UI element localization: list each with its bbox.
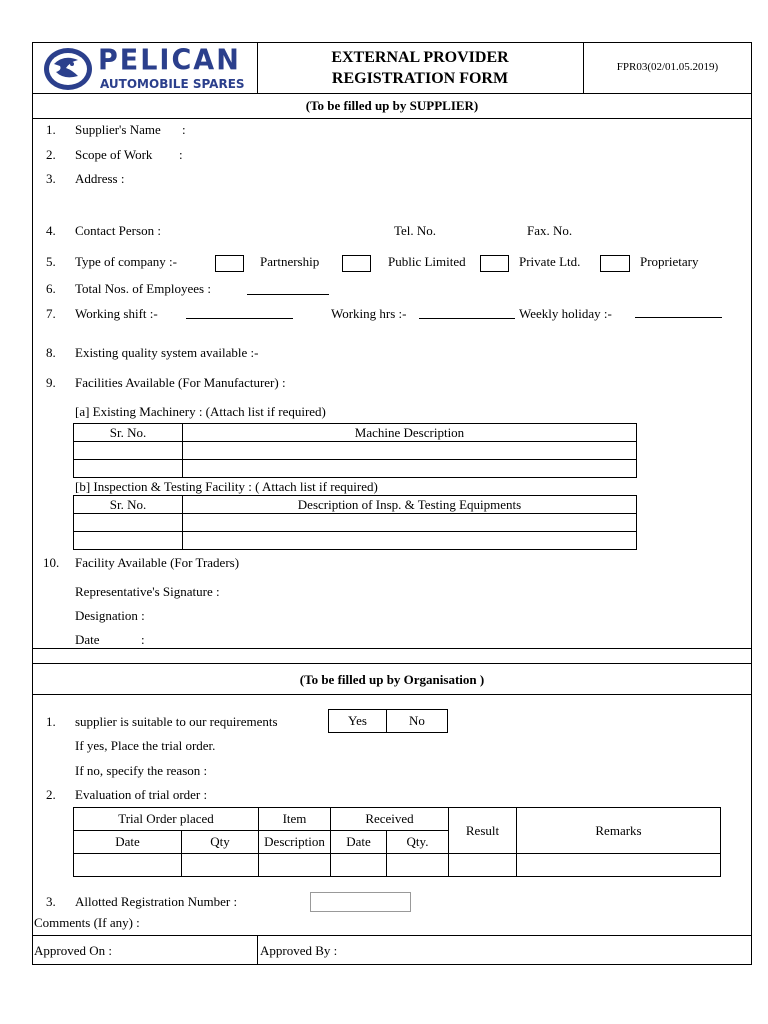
colon: :: [179, 147, 183, 162]
header-bottom-rule: [32, 93, 752, 94]
suppliers-name-label: Supplier's Name: [75, 122, 161, 137]
section-rule: [32, 648, 752, 649]
form-title-line2: REGISTRATION FORM: [331, 70, 509, 87]
remarks-header: Remarks: [517, 808, 721, 854]
working-hrs-label: Working hrs :-: [331, 306, 407, 321]
table-cell[interactable]: [74, 532, 183, 550]
machinery-col-srno: Sr. No.: [74, 424, 183, 442]
item-number: 1.: [46, 714, 56, 729]
registration-number-label: Allotted Registration Number :: [75, 894, 238, 909]
trial-order-table: [73, 807, 721, 877]
total-employees-label: Total Nos. of Employees :: [75, 281, 211, 296]
company-logo: [42, 46, 254, 92]
received-qty-header: Qty.: [387, 831, 449, 854]
yes-option[interactable]: Yes: [329, 710, 387, 733]
private-ltd-option-label: Private Ltd.: [519, 254, 581, 269]
working-shift-label: Working shift :-: [75, 306, 158, 321]
type-of-company-label: Type of company :-: [75, 254, 177, 269]
approved-by-label: Approved By :: [260, 943, 338, 958]
pelican-logo-icon: [42, 46, 94, 92]
table-cell[interactable]: [517, 854, 721, 877]
item-number: 4.: [46, 223, 56, 238]
supplier-section-heading: (To be filled up by SUPPLIER): [305, 98, 479, 113]
trial-evaluation-label: Evaluation of trial order :: [75, 787, 208, 802]
item-number: 6.: [46, 281, 56, 296]
section-rule: [32, 663, 752, 664]
working-hrs-field[interactable]: [419, 318, 515, 319]
fax-no-label: Fax. No.: [527, 223, 573, 238]
item-number: 9.: [46, 375, 56, 390]
facilities-manufacturer-label: Facilities Available (For Manufacturer) :: [75, 375, 286, 390]
address-label: Address :: [75, 171, 125, 186]
scope-of-work-label: Scope of Work: [75, 147, 153, 162]
section-rule: [32, 935, 752, 936]
facility-traders-label: Facility Available (For Traders): [75, 555, 240, 570]
proprietary-option-label: Proprietary: [640, 254, 699, 269]
received-header: Received: [331, 808, 449, 831]
tel-no-label: Tel. No.: [394, 223, 437, 238]
item-number: 7.: [46, 306, 56, 321]
weekly-holiday-field[interactable]: [635, 317, 722, 318]
item-number: 10.: [43, 555, 60, 570]
comments-label: Comments (If any) :: [34, 915, 140, 930]
partnership-checkbox[interactable]: [215, 255, 244, 272]
approval-divider: [257, 935, 258, 965]
colon: :: [182, 122, 186, 137]
colon: :: [141, 632, 145, 647]
signature-label: Representative's Signature :: [75, 584, 220, 599]
table-cell[interactable]: [183, 514, 637, 532]
table-cell[interactable]: [74, 854, 182, 877]
item-number: 8.: [46, 345, 56, 360]
date-label: Date: [75, 632, 100, 647]
table-cell[interactable]: [183, 460, 637, 478]
trial-qty-header: Qty: [182, 831, 259, 854]
org-section-heading: (To be filled up by Organisation ): [299, 672, 485, 687]
trial-date-header: Date: [74, 831, 182, 854]
working-shift-field[interactable]: [186, 318, 293, 319]
table-cell[interactable]: [449, 854, 517, 877]
inspection-table: [73, 495, 637, 550]
trial-order-placed-header: Trial Order placed: [74, 808, 259, 831]
logo-tagline: AUTOMOBILE SPARES: [100, 77, 245, 91]
total-employees-field[interactable]: [247, 294, 329, 295]
approved-on-label: Approved On :: [34, 943, 112, 958]
suitability-question: supplier is suitable to our requirements: [75, 714, 278, 729]
quality-system-label: Existing quality system available :-: [75, 345, 259, 360]
table-cell[interactable]: [74, 460, 183, 478]
table-cell[interactable]: [74, 514, 183, 532]
public-limited-checkbox[interactable]: [342, 255, 371, 272]
document-code: FPR03(02/01.05.2019): [616, 61, 719, 73]
section-rule: [32, 118, 752, 119]
item-number: 3.: [46, 171, 56, 186]
item-number: 5.: [46, 254, 56, 269]
item-number: 2.: [46, 147, 56, 162]
if-yes-instruction: If yes, Place the trial order.: [75, 738, 216, 753]
designation-label: Designation :: [75, 608, 145, 623]
item-header: Item: [259, 808, 331, 831]
machinery-col-description: Machine Description: [183, 424, 637, 442]
registration-number-field[interactable]: [310, 892, 411, 912]
section-rule: [32, 694, 752, 695]
table-cell[interactable]: [259, 854, 331, 877]
form-title-line1: EXTERNAL PROVIDER: [331, 49, 509, 66]
machinery-table: [73, 423, 637, 478]
item-description-header: Description: [259, 831, 331, 854]
received-date-header: Date: [331, 831, 387, 854]
table-cell[interactable]: [183, 532, 637, 550]
proprietary-checkbox[interactable]: [600, 255, 630, 272]
logo-wordmark: PELICAN: [98, 44, 241, 77]
inspection-col-srno: Sr. No.: [74, 496, 183, 514]
table-cell[interactable]: [387, 854, 449, 877]
private-ltd-checkbox[interactable]: [480, 255, 509, 272]
table-cell[interactable]: [183, 442, 637, 460]
yes-no-selector: [328, 709, 448, 733]
no-option[interactable]: No: [387, 710, 448, 733]
item-number: 3.: [46, 894, 56, 909]
inspection-label: [b] Inspection & Testing Facility : ( Attach list if required): [75, 479, 378, 494]
table-cell[interactable]: [74, 442, 183, 460]
if-no-reason-label: If no, specify the reason :: [75, 763, 208, 778]
table-cell[interactable]: [182, 854, 259, 877]
item-number: 2.: [46, 787, 56, 802]
partnership-option-label: Partnership: [260, 254, 320, 269]
item-number: 1.: [46, 122, 56, 137]
machinery-label: [a] Existing Machinery : (Attach list if required): [75, 404, 326, 419]
inspection-col-description: Description of Insp. & Testing Equipments: [183, 496, 637, 514]
table-cell[interactable]: [331, 854, 387, 877]
weekly-holiday-label: Weekly holiday :-: [519, 306, 612, 321]
result-header: Result: [449, 808, 517, 854]
contact-person-label: Contact Person :: [75, 223, 161, 238]
public-limited-option-label: Public Limited: [388, 254, 466, 269]
